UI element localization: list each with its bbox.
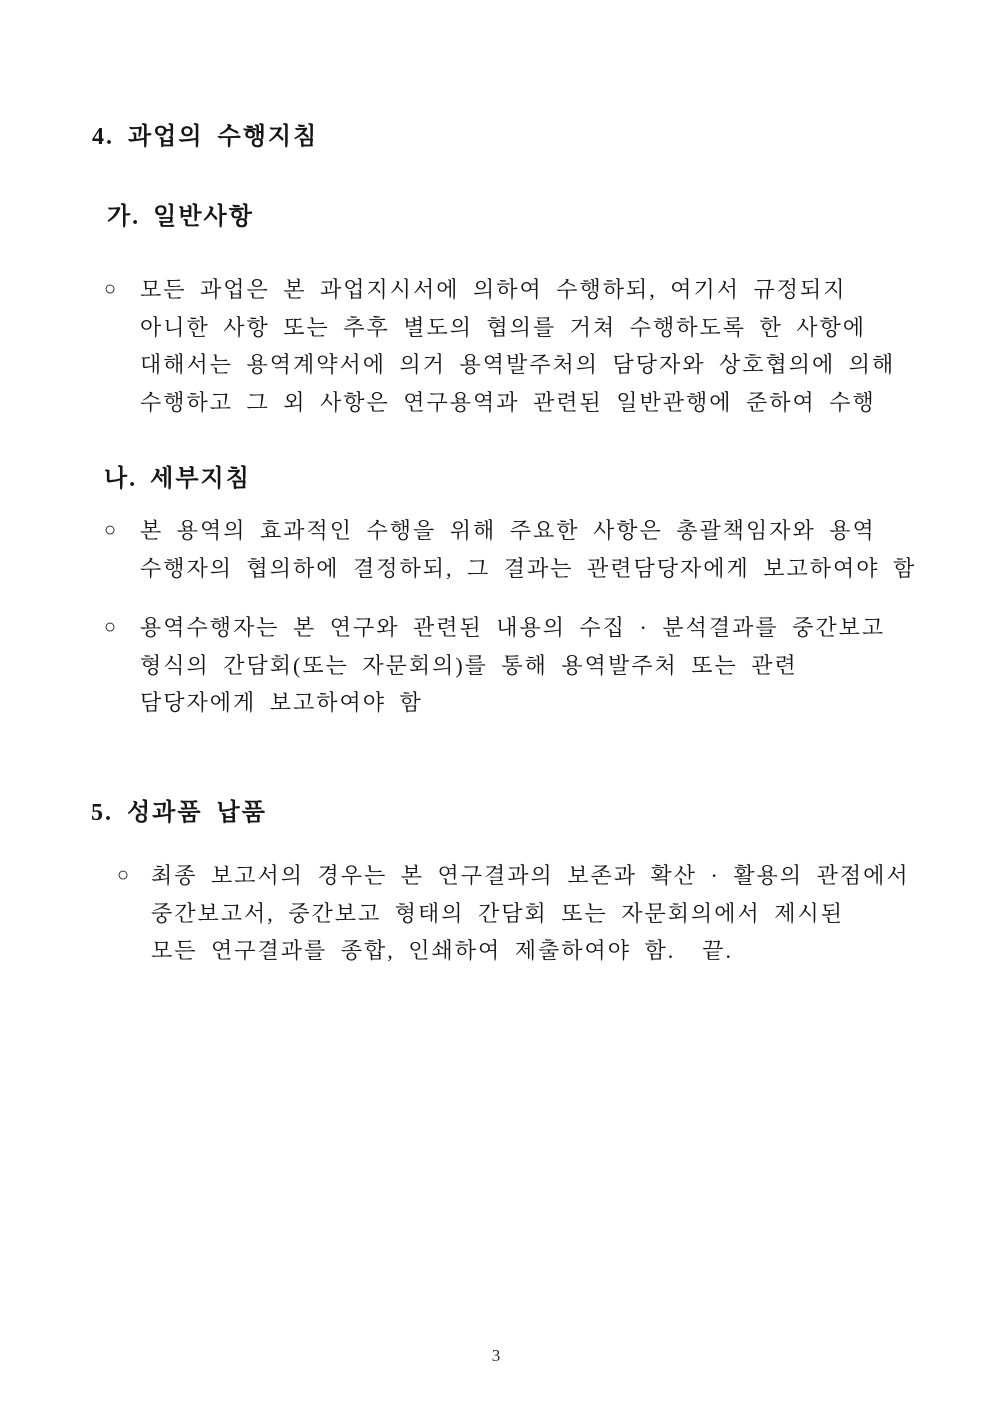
paragraph-line: 수행자의 협의하에 결정하되, 그 결과는 관련담당자에게 보고하여야 함 [140, 555, 917, 581]
list-item [104, 271, 964, 421]
paragraph-line: 중간보고서, 중간보고 형태의 간담회 또는 자문회의에서 제시된 [151, 900, 845, 926]
paragraph [140, 271, 964, 421]
circle-bullet-icon: ○ [117, 864, 130, 886]
circle-bullet-icon: ○ [104, 519, 117, 541]
paragraph-line: 최종 보고서의 경우는 본 연구결과의 보존과 확산 · 활용의 관점에서 [151, 863, 910, 888]
paragraph-line: 수행하고 그 외 사항은 연구용역과 관련된 일반관행에 준하여 수행 [140, 389, 876, 415]
paragraph [151, 857, 967, 970]
circle-bullet-icon: ○ [104, 616, 117, 638]
paragraph-line: 모든 연구결과를 종합, 인쇄하여 제출하여야 함. 끝. [151, 938, 734, 963]
section-4a-heading: 가. 일반사항 [107, 204, 254, 230]
list-item [104, 609, 964, 722]
paragraph [140, 512, 964, 587]
circle-bullet-icon: ○ [104, 278, 117, 300]
section-4b-heading: 나. 세부지침 [104, 466, 251, 492]
page-number: 3 [491, 1346, 501, 1365]
paragraph-line: 용역수행자는 본 연구와 관련된 내용의 수집 · 분석결과를 중간보고 [140, 615, 886, 640]
paragraph-line: 모든 과업은 본 과업지시서에 의하여 수행하되, 여기서 규정되지 [140, 277, 847, 302]
section-4-heading: 4. 과업의 수행지침 [92, 124, 319, 150]
paragraph-line: 담당자에게 보고하여야 함 [140, 690, 423, 715]
paragraph-line: 형식의 간담회(또는 자문회의)를 통해 용역발주처 또는 관련 [140, 652, 798, 678]
paragraph-line: 대해서는 용역계약서에 의거 용역발주처의 담당자와 상호협의에 의해 [140, 352, 896, 377]
paragraph [140, 609, 964, 722]
list-item [117, 857, 967, 970]
list-item [104, 512, 964, 587]
paragraph-line: 아니한 사항 또는 추후 별도의 협의를 거쳐 수행하도록 한 사항에 [140, 314, 867, 340]
paragraph-line: 본 용역의 효과적인 수행을 위해 주요한 사항은 총괄책임자와 용역 [140, 518, 876, 543]
section-5-heading: 5. 성과품 납품 [91, 800, 267, 826]
